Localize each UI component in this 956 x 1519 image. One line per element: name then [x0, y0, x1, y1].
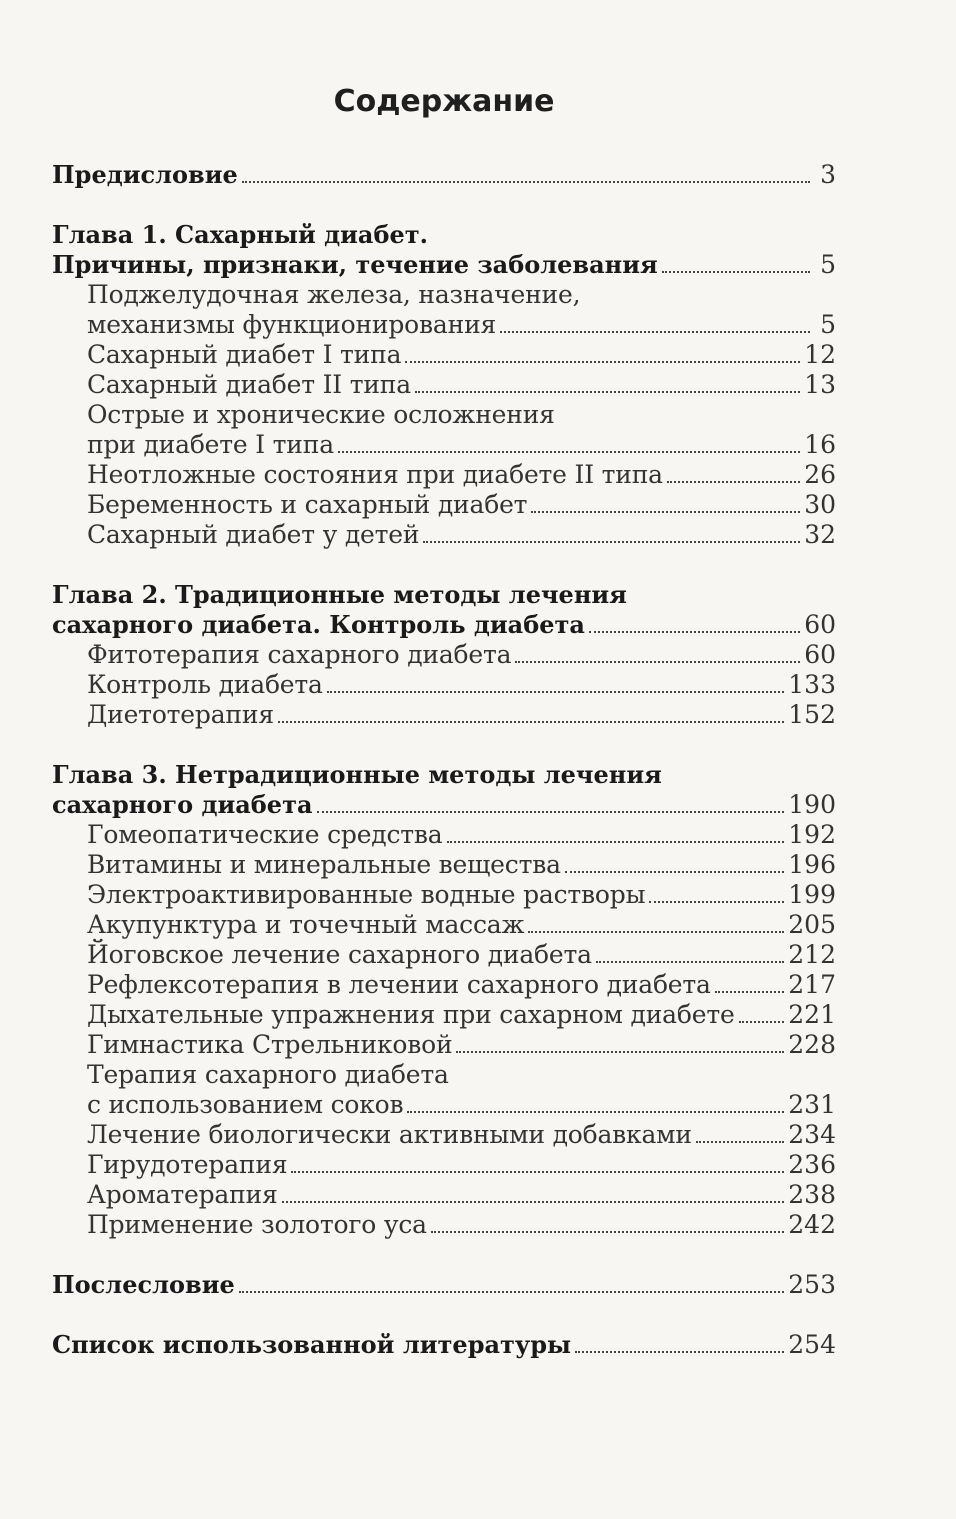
toc-entry-text: Острые и хронические осложнения [87, 400, 555, 429]
toc-entry-text: Неотложные состояния при диабете II типа [87, 460, 663, 489]
toc-chapter-3 [52, 790, 836, 820]
toc-entry [52, 1030, 836, 1060]
toc-entry-text: Контроль диабета [87, 670, 323, 699]
toc-entry-text: Акупунктура и точечный массаж [87, 910, 525, 939]
toc-chapter-2 [52, 610, 836, 640]
toc-entry-text: Глава 2. Традиционные методы лечения [52, 580, 627, 609]
dot-leader [528, 924, 784, 933]
toc-entry-text: Сахарный диабет I типа [87, 340, 402, 369]
toc-page-number: 3 [820, 160, 836, 189]
dot-leader [278, 714, 784, 723]
toc-entry-text: при диабете I типа [87, 430, 334, 459]
toc-entry-text: Рефлексотерапия в лечении сахарного диабета [87, 970, 711, 999]
toc-page-number: 5 [820, 310, 836, 339]
toc-entry [52, 880, 836, 910]
toc-entry-text: сахарного диабета. Контроль диабета [52, 610, 585, 639]
toc-entry-preface [52, 160, 836, 190]
toc-page-number: 60 [804, 640, 836, 669]
toc-page-number: 60 [804, 610, 836, 639]
toc-page-number: 221 [788, 1000, 836, 1029]
toc-page-number: 16 [804, 430, 836, 459]
toc-entry [52, 340, 836, 370]
toc-page-number: 254 [788, 1330, 836, 1359]
toc-entry [52, 430, 836, 460]
toc-entry-text: с использованием соков [87, 1090, 404, 1119]
toc-page-number: 217 [788, 970, 836, 999]
toc-entry [52, 910, 836, 940]
toc-page-number: 231 [788, 1090, 836, 1119]
dot-leader [423, 534, 800, 543]
dot-leader [739, 1014, 785, 1023]
toc-page-number: 234 [788, 1120, 836, 1149]
dot-leader [515, 654, 800, 663]
dot-leader [405, 354, 800, 363]
toc-entry-text: Поджелудочная железа, назначение, [87, 280, 581, 309]
dot-leader [667, 474, 800, 483]
dot-leader [415, 384, 800, 393]
toc-entry-text: Причины, признаки, течение заболевания [52, 250, 658, 279]
dot-leader [239, 1284, 785, 1293]
toc-page-number: 26 [804, 460, 836, 489]
dot-leader [431, 1224, 784, 1233]
toc-chapter-1-heading [52, 220, 836, 250]
dot-leader [242, 174, 810, 183]
dot-leader [575, 1344, 784, 1353]
toc-chapter-2-heading [52, 580, 836, 610]
toc-page-number: 32 [804, 520, 836, 549]
dot-leader [662, 264, 810, 273]
page-title: Содержание [333, 84, 555, 119]
dot-leader [291, 1164, 784, 1173]
dot-leader [327, 684, 785, 693]
toc-entry-text: сахарного диабета [52, 790, 313, 819]
toc-entry-text: Фитотерапия сахарного диабета [87, 640, 512, 669]
toc-page-number: 5 [820, 250, 836, 279]
toc-entry [52, 460, 836, 490]
dot-leader [407, 1104, 784, 1113]
dot-leader [338, 444, 800, 453]
toc-page-number: 13 [804, 370, 836, 399]
toc-entry [52, 1000, 836, 1030]
dot-leader [282, 1194, 785, 1203]
toc-entry-text: Дыхательные упражнения при сахарном диабете [87, 1000, 735, 1029]
toc-entry [52, 490, 836, 520]
toc-entry-text: Электроактивированные водные растворы [87, 880, 646, 909]
toc-page-number: 192 [788, 820, 836, 849]
toc-entry-text: Предисловие [52, 160, 238, 189]
toc-page-number: 199 [788, 880, 836, 909]
toc-entry-text: Ароматерапия [87, 1180, 278, 1209]
dot-leader [649, 894, 784, 903]
toc-entry [52, 280, 836, 310]
toc-entry [52, 310, 836, 340]
toc-entry [52, 940, 836, 970]
toc-entry-text: Послесловие [52, 1270, 235, 1299]
toc-entry [52, 400, 836, 430]
toc-entry [52, 670, 836, 700]
toc-page-number: 196 [788, 850, 836, 879]
toc-entry-text: Витамины и минеральные вещества [87, 850, 561, 879]
dot-leader [447, 834, 785, 843]
toc-entry-afterword [52, 1270, 836, 1300]
toc-page-number: 133 [788, 670, 836, 699]
toc-entry [52, 1150, 836, 1180]
toc-entry-text: Гирудотерапия [87, 1150, 288, 1179]
toc-page-number: 30 [804, 490, 836, 519]
table-of-contents [52, 160, 836, 1360]
toc-page-number: 152 [788, 700, 836, 729]
toc-entry-text: Список использованной литературы [52, 1330, 572, 1359]
dot-leader [696, 1134, 784, 1143]
toc-entry-text: Глава 3. Нетрадиционные методы лечения [52, 760, 662, 789]
toc-entry-text: механизмы функционирования [87, 310, 497, 339]
dot-leader [565, 864, 785, 873]
dot-leader [456, 1044, 784, 1053]
toc-entry-bibliography [52, 1330, 836, 1360]
toc-entry-text: Гимнастика Стрельниковой [87, 1030, 453, 1059]
toc-entry [52, 850, 836, 880]
toc-entry [52, 520, 836, 550]
toc-entry-text: Сахарный диабет у детей [87, 520, 420, 549]
dot-leader [596, 954, 784, 963]
toc-entry-text: Йоговское лечение сахарного диабета [87, 940, 592, 969]
toc-entry [52, 370, 836, 400]
toc-page-number: 238 [788, 1180, 836, 1209]
toc-entry-text: Диетотерапия [87, 700, 274, 729]
dot-leader [589, 624, 800, 633]
toc-entry-text: Гомеопатические средства [87, 820, 443, 849]
dot-leader [531, 504, 800, 513]
toc-page-number: 242 [788, 1210, 836, 1239]
toc-entry [52, 640, 836, 670]
toc-entry-text: Сахарный диабет II типа [87, 370, 411, 399]
toc-entry [52, 820, 836, 850]
toc-page-number: 212 [788, 940, 836, 969]
toc-chapter-1 [52, 250, 836, 280]
toc-page-number: 205 [788, 910, 836, 939]
toc-entry [52, 700, 836, 730]
toc-entry-text: Применение золотого уса [87, 1210, 427, 1239]
toc-entry [52, 970, 836, 1000]
dot-leader [317, 804, 785, 813]
toc-entry-text: Лечение биологически активными добавками [87, 1120, 692, 1149]
toc-page-number: 228 [788, 1030, 836, 1059]
dot-leader [500, 324, 810, 333]
toc-entry-text: Глава 1. Сахарный диабет. [52, 220, 428, 249]
toc-entry-text: Беременность и сахарный диабет [87, 490, 528, 519]
toc-entry [52, 1210, 836, 1240]
toc-page-number: 12 [804, 340, 836, 369]
dot-leader [715, 984, 785, 993]
toc-entry [52, 1090, 836, 1120]
toc-entry [52, 1060, 836, 1090]
toc-entry [52, 1120, 836, 1150]
toc-page-number: 236 [788, 1150, 836, 1179]
toc-chapter-3-heading [52, 760, 836, 790]
toc-page-number: 190 [788, 790, 836, 819]
toc-page-number: 253 [788, 1270, 836, 1299]
toc-entry [52, 1180, 836, 1210]
toc-entry-text: Терапия сахарного диабета [87, 1060, 449, 1089]
